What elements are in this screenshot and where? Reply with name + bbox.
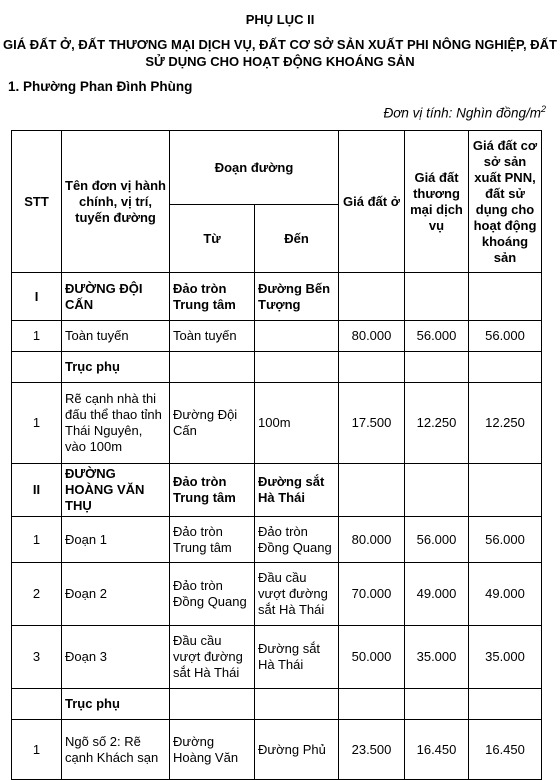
- row-from: [170, 352, 255, 383]
- row-stt: I: [12, 273, 62, 321]
- row-production: 12.250: [469, 383, 542, 464]
- row-production: [469, 464, 542, 517]
- unit-text: Đơn vị tính: Nghìn đồng/m: [383, 105, 541, 121]
- row-from: Đường Hoàng Văn: [170, 720, 255, 780]
- header-residential: Giá đất ở: [339, 131, 405, 273]
- row-to: [255, 321, 339, 352]
- unit-label: [383, 104, 546, 121]
- row-name: ĐƯỜNG ĐỘI CẤN: [62, 273, 170, 321]
- row-production: 16.450: [469, 720, 542, 780]
- header-stt: STT: [12, 131, 62, 273]
- price-table: [11, 130, 542, 780]
- appendix-title: PHỤ LỤC II: [245, 12, 315, 27]
- header-from: Từ: [170, 205, 255, 273]
- row-to: Đầu cầu vượt đường sắt Hà Thái: [255, 563, 339, 626]
- row-name: Đoạn 2: [62, 563, 170, 626]
- header-production: Giá đất cơ sở sản xuất PNN, đất sử dụng cho hoạt động khoáng sản: [469, 131, 542, 273]
- row-residential: [339, 464, 405, 517]
- row-residential: 80.000: [339, 517, 405, 563]
- row-from: Đảo tròn Trung tâm: [170, 273, 255, 321]
- row-name: Trục phụ: [62, 689, 170, 720]
- header-segment: Đoạn đường: [170, 131, 339, 205]
- row-stt: 1: [12, 517, 62, 563]
- row-residential: [339, 273, 405, 321]
- row-commercial: [405, 464, 469, 517]
- row-to: 100m: [255, 383, 339, 464]
- row-to: Đường Phủ: [255, 720, 339, 780]
- row-production: 56.000: [469, 321, 542, 352]
- row-commercial: 56.000: [405, 517, 469, 563]
- row-to: Đường sắt Hà Thái: [255, 626, 339, 689]
- row-residential: 23.500: [339, 720, 405, 780]
- row-residential: 80.000: [339, 321, 405, 352]
- row-production: [469, 352, 542, 383]
- section-title: 1. Phường Phan Đình Phùng: [8, 79, 193, 94]
- header-commercial: Giá đất thương mại dịch vụ: [405, 131, 469, 273]
- row-name: Ngõ số 2: Rẽ cạnh Khách sạn: [62, 720, 170, 780]
- row-from: Đảo tròn Trung tâm: [170, 517, 255, 563]
- row-stt: 1: [12, 720, 62, 780]
- unit-power: 2: [540, 104, 546, 114]
- row-to: Đường sắt Hà Thái: [255, 464, 339, 517]
- row-to: [255, 689, 339, 720]
- row-stt: 1: [12, 383, 62, 464]
- row-name: Trục phụ: [62, 352, 170, 383]
- row-commercial: [405, 273, 469, 321]
- row-commercial: 12.250: [405, 383, 469, 464]
- row-commercial: [405, 352, 469, 383]
- row-production: [469, 273, 542, 321]
- row-stt: 3: [12, 626, 62, 689]
- row-stt: [12, 689, 62, 720]
- row-residential: [339, 689, 405, 720]
- row-from: Đường Đội Cấn: [170, 383, 255, 464]
- row-commercial: 16.450: [405, 720, 469, 780]
- row-production: 49.000: [469, 563, 542, 626]
- row-name: Đoạn 3: [62, 626, 170, 689]
- row-residential: 50.000: [339, 626, 405, 689]
- row-to: Đảo tròn Đồng Quang: [255, 517, 339, 563]
- row-residential: 17.500: [339, 383, 405, 464]
- row-commercial: 56.000: [405, 321, 469, 352]
- header-name: Tên đơn vị hành chính, vị trí, tuyến đường: [62, 131, 170, 273]
- row-production: [469, 689, 542, 720]
- row-to: Đường Bến Tượng: [255, 273, 339, 321]
- row-residential: 70.000: [339, 563, 405, 626]
- row-from: [170, 689, 255, 720]
- row-stt: II: [12, 464, 62, 517]
- row-residential: [339, 352, 405, 383]
- row-name: Rẽ cạnh nhà thi đấu thể thao tỉnh Thái Nguyên, vào 100m: [62, 383, 170, 464]
- row-production: 35.000: [469, 626, 542, 689]
- row-to: [255, 352, 339, 383]
- row-stt: 1: [12, 321, 62, 352]
- document-heading: GIÁ ĐẤT Ở, ĐẤT THƯƠNG MẠI DỊCH VỤ, ĐẤT CƠ SỞ SẢN XUẤT PHI NÔNG NGHIỆP, ĐẤT SỬ DỤNG CHO HOẠT ĐỘNG KHOÁNG SẢN: [3, 37, 557, 69]
- row-production: 56.000: [469, 517, 542, 563]
- row-from: Đảo tròn Trung tâm: [170, 464, 255, 517]
- row-commercial: [405, 689, 469, 720]
- row-commercial: 49.000: [405, 563, 469, 626]
- row-name: Toàn tuyến: [62, 321, 170, 352]
- row-from: Toàn tuyến: [170, 321, 255, 352]
- row-name: ĐƯỜNG HOÀNG VĂN THỤ: [62, 464, 170, 517]
- row-stt: [12, 352, 62, 383]
- row-from: Đầu cầu vượt đường sắt Hà Thái: [170, 626, 255, 689]
- row-stt: 2: [12, 563, 62, 626]
- row-from: Đảo tròn Đồng Quang: [170, 563, 255, 626]
- header-to: Đến: [255, 205, 339, 273]
- row-name: Đoạn 1: [62, 517, 170, 563]
- row-commercial: 35.000: [405, 626, 469, 689]
